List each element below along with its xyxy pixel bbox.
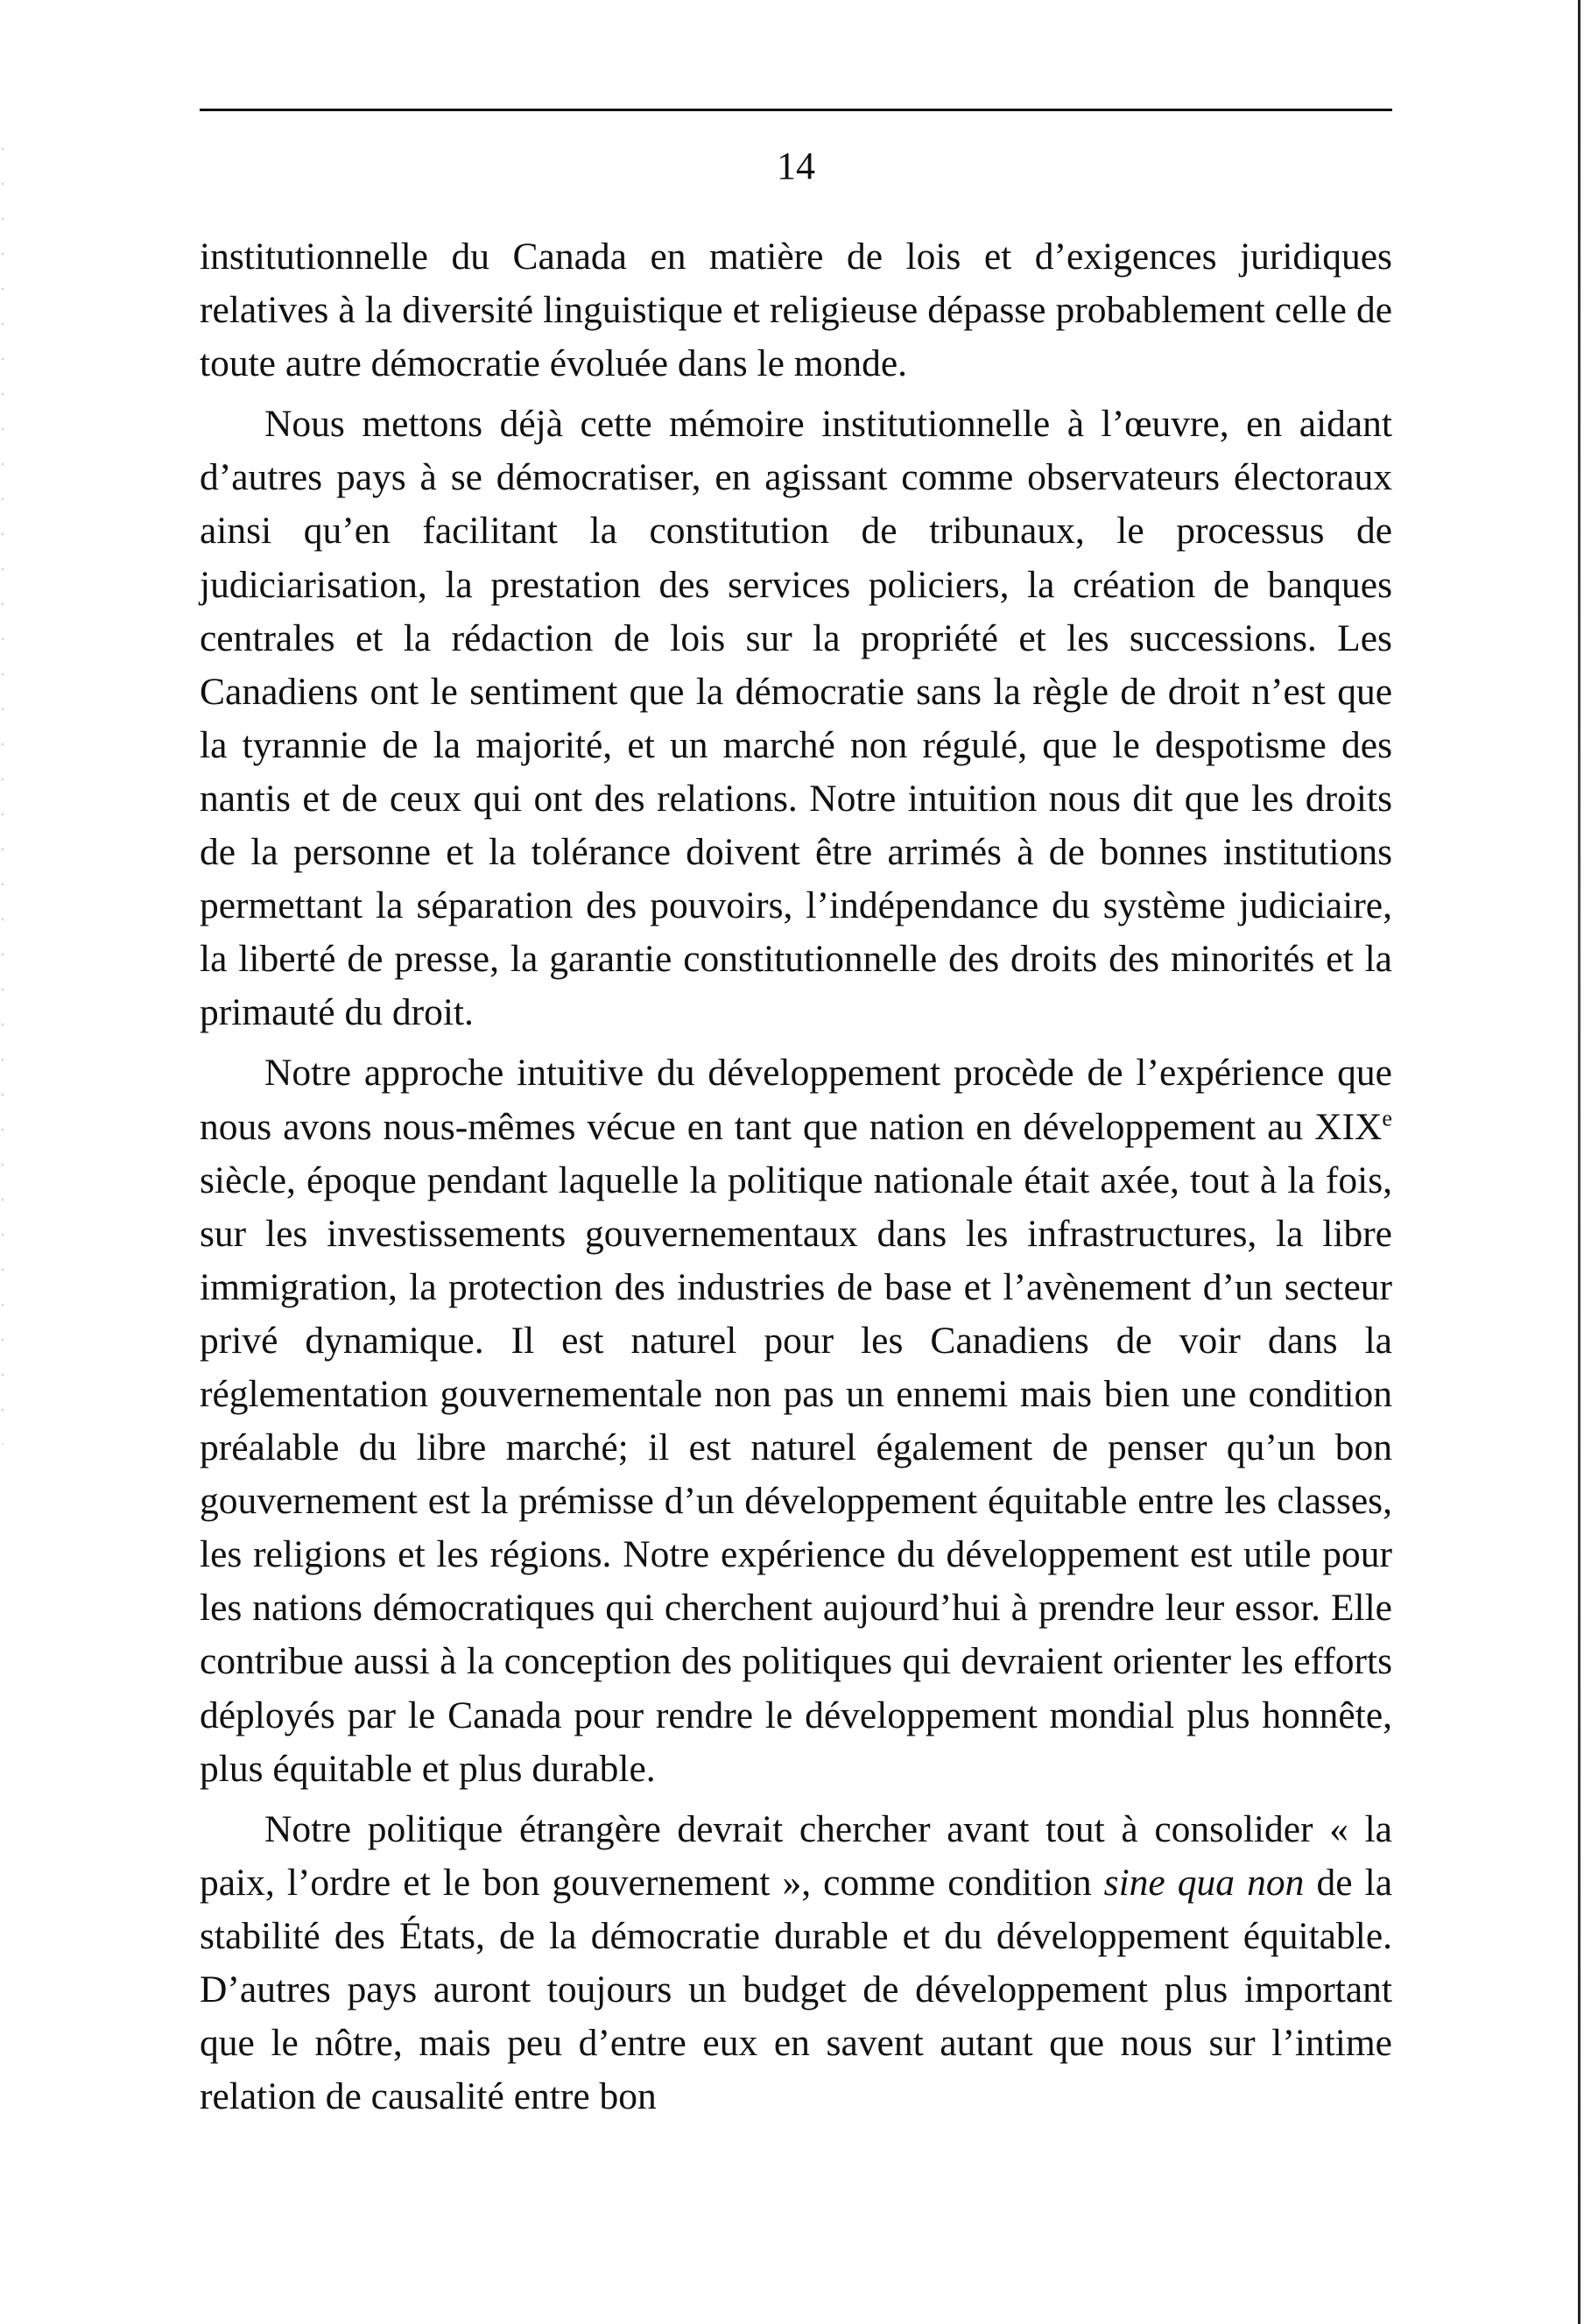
paragraph-text: Notre approche intuitive du développement procède de l’expérience que nous avons nous-mêmes vécue en tant que nation en développement au XIX xyxy=(200,1052,1392,1148)
scan-artifact-right-edge xyxy=(1578,0,1580,2324)
paragraph-text: Notre politique étrangère devrait chercher avant tout à consolider « la paix, l’ordre et le bon gouvernement », comme condition xyxy=(200,1807,1392,1904)
header-rule xyxy=(200,109,1392,111)
body-text xyxy=(200,230,1392,2123)
scan-artifact-left-edge xyxy=(0,131,5,1445)
paragraph: institutionnelle du Canada en matière de lois et d’exigences juridiques relatives à la diversité linguistique et religieuse dépasse probablement celle de toute autre démocratie évoluée dans le monde. xyxy=(200,236,1392,385)
paragraph-text: de la stabilité des États, de la démocratie durable et du développement équitable. D’autres pays auront toujours un budget de développement plus important que le nôtre, mais peu d’entre eux en savent autant que nous sur l’intime relation de causalité entre bon xyxy=(200,1861,1392,2118)
paragraph: Nous mettons déjà cette mémoire institutionnelle à l’œuvre, en aidant d’autres pays à se démocratiser, en agissant comme observateurs électoraux ainsi qu’en facilitant la constitution de tribunaux, le processus de judiciarisation, la prestation des services policiers, la création de banques centrales et la rédaction de lois sur la propriété et les successions. Les Canadiens ont le sentiment que la démocratie sans la règle de droit n’est que la tyrannie de la majorité, et un marché non régulé, que le despotisme des nantis et de ceux qui ont des relations. Notre intuition nous dit que les droits de la personne et la tolérance doivent être arrimés à de bonnes institutions permettant la séparation des pouvoirs, l’indépendance du système judiciaire, la liberté de presse, la garantie constitutionnelle des droits des minorités et la primauté du droit. xyxy=(200,403,1392,1034)
superscript-e: e xyxy=(1382,1105,1392,1130)
italic-phrase: sine qua non xyxy=(1103,1861,1305,1904)
paragraph xyxy=(200,1803,1392,2124)
paragraph-text: siècle, époque pendant laquelle la politique nationale était axée, tout à la fois, sur les investissements gouvernementaux dans les infrastructures, la libre immigration, la protection des industries de base et l’avènement d’un secteur privé dynamique. Il est naturel pour les Canadiens de voir dans la réglementation gouvernementale non pas un ennemi mais bien une condition préalable du libre marché; il est naturel également de penser qu’un bon gouvernement est la prémisse d’un développement équitable entre les classes, les religions et les régions. Notre expérience du développement est utile pour les nations démocratiques qui cherchent aujourd’hui à prendre leur essor. Elle contribue aussi à la conception des politiques qui devraient orienter les efforts déployés par le Canada pour rendre le développement mondial plus honnête, plus équitable et plus durable. xyxy=(200,1158,1392,1790)
page-number: 14 xyxy=(777,144,815,187)
paragraph xyxy=(200,1046,1392,1795)
